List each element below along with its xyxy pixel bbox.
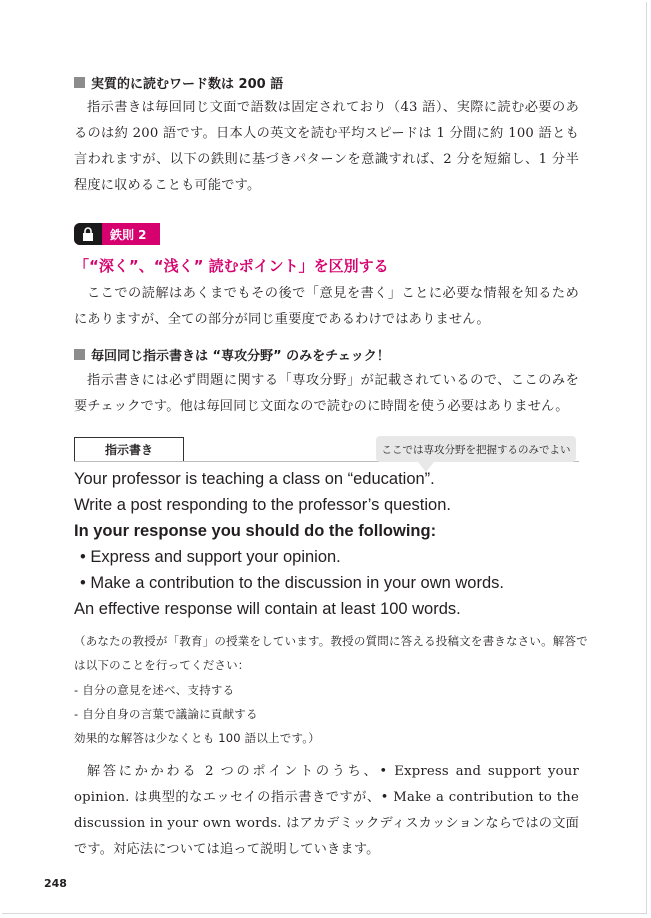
section-heading-word-count bbox=[74, 73, 283, 92]
prompt-line: Your professor is teaching a class on “education”. bbox=[74, 470, 435, 488]
square-bullet-icon bbox=[74, 77, 85, 88]
section-paragraph: 指示書きは毎回同じ文面で語数は固定されており（43 語）、実際に読む必要のあるのは約 200 語です。日本人の英文を読む平均スピードは 1 分間に約 100 語とも言われますが、以下の鉄則に基づきパターンを意識すれば、2 分を短縮し、1 分半程度に収めることも可能です。 bbox=[74, 100, 579, 193]
rule-heading: 「“深く”、“浅く” 読むポイント」を区別する bbox=[74, 257, 389, 275]
section-paragraph: 指示書きには必ず問題に関する「専攻分野」が記載されているので、ここのみを要チェックです。他は毎回同じ文面なので読むのに時間を使う必要はありません。 bbox=[74, 373, 579, 414]
prompt-line: An effective response will contain at least 100 words. bbox=[74, 600, 461, 618]
instructions-label: 指示書き bbox=[74, 437, 184, 461]
closing-paragraph: 解答にかかわる 2 つのポイントのうち、• Express and support your opinion. は典型的なエッセイの指示書きですが、• Make a contribution to the discussion in your own words. はアカデミックディスカッションならではの文面です。対応法については追って説明していきます。 bbox=[74, 764, 579, 857]
section-heading-specialty bbox=[74, 345, 390, 364]
rule-tag-label: 鉄則 2 bbox=[110, 227, 147, 242]
prompt-bullet: • Make a contribution to the discussion in your own words. bbox=[80, 574, 504, 592]
translation-line: - 自分自身の言葉で議論に貢献する bbox=[74, 707, 258, 721]
section-heading-text: 実質的に読むワード数は 200 語 bbox=[91, 77, 284, 92]
section-heading-text: 毎回同じ指示書きは “専攻分野” のみをチェック！ bbox=[91, 349, 390, 364]
lock-icon bbox=[74, 223, 102, 245]
prompt-line-bold: In your response you should do the following: bbox=[74, 522, 437, 540]
rule-paragraph: ここでの読解はあくまでもその後で「意見を書く」ことに必要な情報を知るためにありますが、全ての部分が同じ重要度であるわけではありません。 bbox=[74, 286, 579, 327]
callout-bubble: ここでは専攻分野を把握するのみでよい bbox=[376, 436, 576, 462]
translation-line: 効果的な解答は少なくとも 100 語以上です。） bbox=[74, 731, 320, 745]
square-bullet-icon bbox=[74, 349, 85, 360]
rule-tag bbox=[74, 223, 160, 245]
prompt-line: Write a post responding to the professor’s question. bbox=[74, 496, 451, 514]
translation-line: （あなたの教授が「教育」の授業をしています。教授の質問に答える投稿文を書きなさい。解答で bbox=[74, 634, 588, 648]
page-number: 248 bbox=[44, 877, 67, 890]
prompt-bullet: • Express and support your opinion. bbox=[80, 548, 341, 566]
translation-line: - 自分の意見を述べ、支持する bbox=[74, 683, 235, 697]
translation-line: は以下のことを行ってください： bbox=[74, 658, 250, 672]
